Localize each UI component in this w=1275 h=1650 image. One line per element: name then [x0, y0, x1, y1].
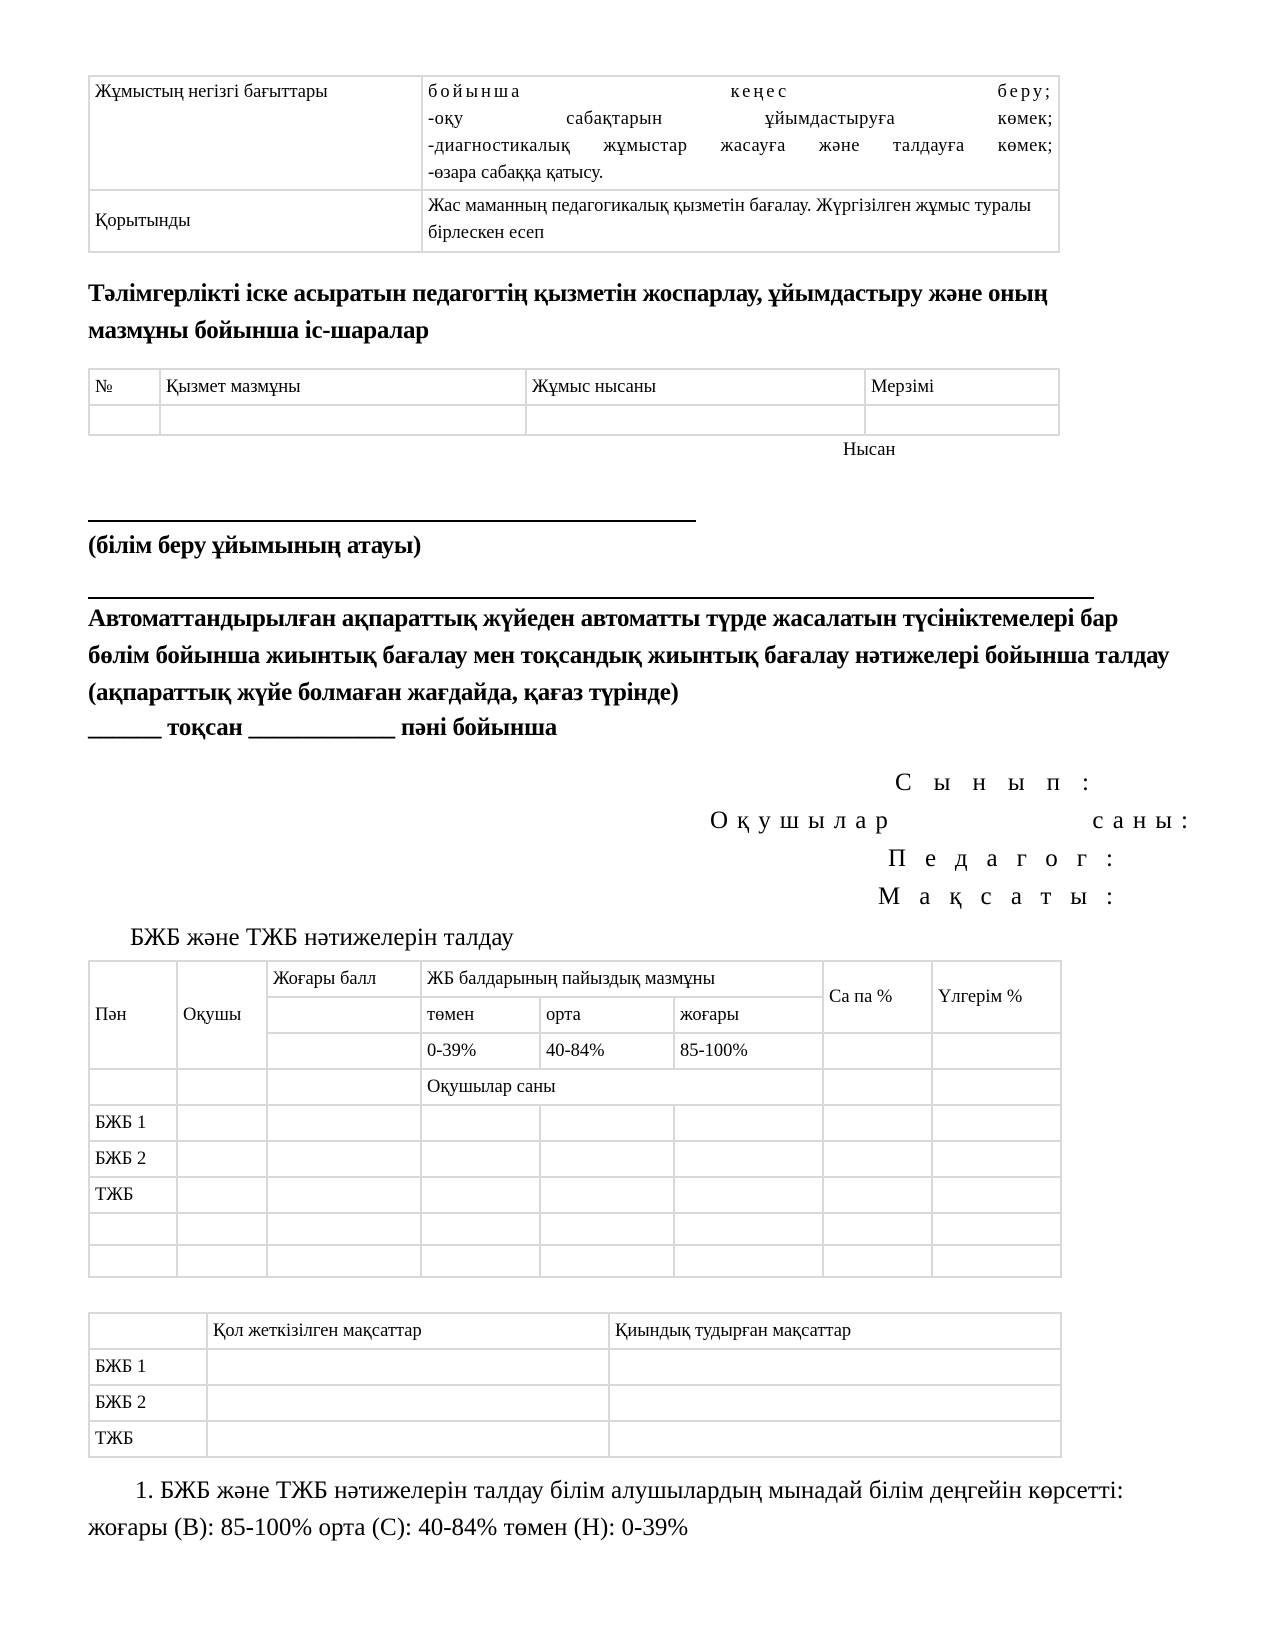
- table-header-row: [89, 961, 1061, 997]
- field-teacher: Педагог:: [888, 845, 1132, 872]
- table-header-row: [89, 1313, 1061, 1349]
- header-max-score: Жоғары балл: [267, 961, 421, 997]
- table-header-row: [89, 1069, 1061, 1105]
- header-high: жоғары: [674, 997, 823, 1033]
- row-label: БЖБ 2: [89, 1385, 207, 1421]
- analysis-heading: Автоматтандырылған ақпараттық жүйеден автоматты түрде жасалатын түсініктемелері бар бөлім бойынша жиынтық бағалау мен тоқсандық жиынтық бағалау нәтижелері бойынша талдау (ақпараттық жүйе болмаған жағдайда, қағаз түрінде): [88, 605, 1170, 706]
- quarter-subject-line: [88, 709, 557, 746]
- table-row: [89, 1385, 1061, 1421]
- header-cell: Жұмыс нысаны: [526, 369, 865, 405]
- table-row: [89, 1421, 1061, 1457]
- quarter-blank: ______: [88, 714, 162, 741]
- field-student-count: Оқушылар саны:: [710, 807, 1197, 834]
- table-row: [89, 405, 1059, 435]
- row-label: БЖБ 1: [89, 1349, 207, 1385]
- table-row: [89, 1177, 1061, 1213]
- quarter-label: тоқсан: [167, 714, 243, 741]
- header-mid: орта: [540, 997, 674, 1033]
- row-label: БЖБ 2: [89, 1141, 177, 1177]
- row-content: Жас маманның педагогикалық қызметін бағалау. Жүргізілген жұмыс туралы бірлескен есеп: [422, 190, 1059, 252]
- header-percent-content: ЖБ балдарының пайыздық мазмұны: [421, 961, 823, 997]
- range-mid: 40-84%: [540, 1033, 674, 1069]
- range-low: 0-39%: [421, 1033, 540, 1069]
- row-label: ТЖБ: [89, 1421, 207, 1457]
- subject-blank: ____________: [248, 714, 395, 741]
- header-cell: №: [89, 369, 160, 405]
- header-subject: Пән: [89, 961, 177, 1069]
- table-row: [89, 1213, 1061, 1245]
- row-label: БЖБ 1: [89, 1105, 177, 1141]
- table-row: [89, 76, 1059, 190]
- row-content: бойынша кеңес беру; -оқу сабақтарын ұйымдастыруға көмек; -диагностикалық жұмыстар жасауға және талдауға көмек; -өзара сабаққа қатысу.: [422, 76, 1059, 190]
- second-blank: [88, 597, 1094, 599]
- range-high: 85-100%: [674, 1033, 823, 1069]
- results-table: [88, 960, 1062, 1278]
- table-header-row: [89, 369, 1059, 405]
- table-row: [89, 1349, 1061, 1385]
- goals-table: [88, 1312, 1062, 1458]
- header-low: төмен: [421, 997, 540, 1033]
- header-difficult: Қиындық тудырған мақсаттар: [609, 1313, 1061, 1349]
- form-label: Нысан: [843, 440, 896, 460]
- directions-table: [88, 75, 1060, 253]
- header-student: Оқушы: [177, 961, 267, 1069]
- field-class: Сынып:: [895, 769, 1111, 796]
- subject-label: пәні бойынша: [400, 714, 557, 741]
- table-row: [89, 1141, 1061, 1177]
- section-heading: Тәлімгерлікті іске асыратын педагогтің қызметін жоспарлау, ұйымдастыру және оның мазмұны бойынша іс-шаралар: [88, 280, 1048, 344]
- org-name-blank: [88, 520, 696, 522]
- row-label: Қорытынды: [89, 190, 422, 252]
- header-cell: Қызмет мазмұны: [160, 369, 526, 405]
- activities-table: [88, 368, 1060, 436]
- row-label: ТЖБ: [89, 1177, 177, 1213]
- header-quality: Са па %: [823, 961, 932, 1033]
- row-label: Жұмыстың негізгі бағыттары: [89, 76, 422, 190]
- results-title: БЖБ және ТЖБ нәтижелерін талдау: [130, 924, 514, 951]
- header-progress: Үлгерім %: [932, 961, 1061, 1033]
- table-row: [89, 1105, 1061, 1141]
- field-goal: Мақсаты:: [878, 883, 1132, 910]
- org-name-caption: (білім беру ұйымының атауы): [88, 532, 422, 559]
- header-students-count: Оқушылар саны: [421, 1069, 823, 1105]
- header-achieved: Қол жеткізілген мақсаттар: [207, 1313, 609, 1349]
- table-row: [89, 190, 1059, 252]
- conclusion-paragraph: 1. БЖБ және ТЖБ нәтижелерін талдау білім алушылардың мынадай білім деңгейін көрсетті: жоғары (В): 85-100% орта (С): 40-84% төмен (Н): 0-39%: [88, 1477, 1124, 1541]
- header-cell: Мерзімі: [865, 369, 1059, 405]
- table-row: [89, 1245, 1061, 1277]
